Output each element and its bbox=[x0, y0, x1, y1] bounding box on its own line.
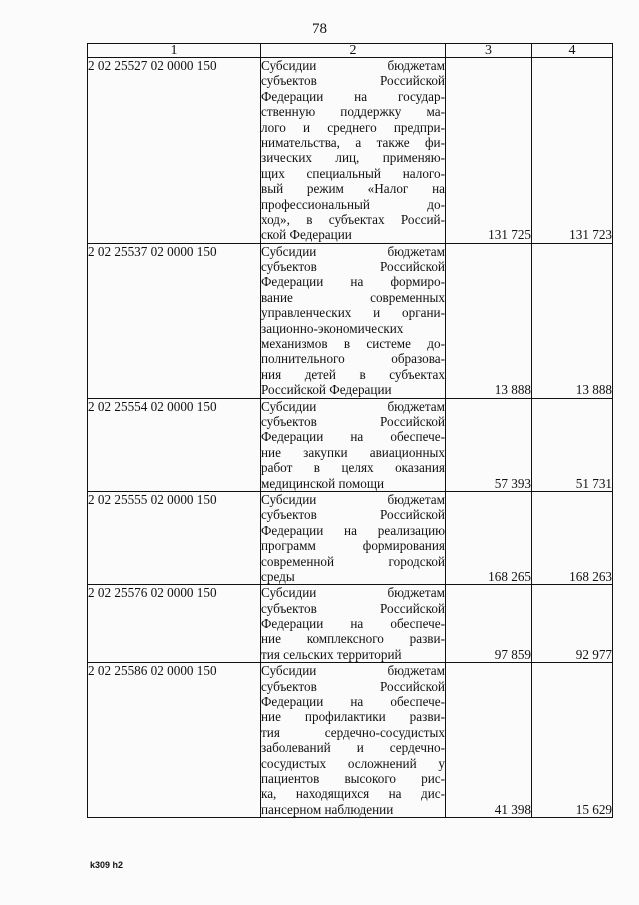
description-line: ской Федерации bbox=[261, 227, 352, 243]
amount-col-3: 97 859 bbox=[446, 585, 532, 663]
description-line: Субсидии бюджетам bbox=[261, 243, 445, 259]
revenue-code: 2 02 25555 02 0000 150 bbox=[88, 491, 261, 584]
description-line: вый режим «Налог на bbox=[261, 181, 445, 197]
description-line: профессиональный до- bbox=[261, 196, 445, 212]
description-line: управленческих и органи- bbox=[261, 305, 445, 321]
description-line: субъектов Российской bbox=[261, 600, 445, 616]
header-col-1: 1 bbox=[88, 44, 261, 58]
description-line: работ в целях оказания bbox=[261, 460, 445, 476]
description-line: Федерации на государ- bbox=[261, 88, 445, 104]
table-header-row bbox=[88, 44, 613, 58]
description-line: тия сердечно-сосудистых bbox=[261, 724, 445, 740]
revenue-code: 2 02 25576 02 0000 150 bbox=[88, 585, 261, 663]
description-line: Федерации на обеспече- bbox=[261, 694, 445, 710]
description-line: субъектов Российской bbox=[261, 259, 445, 275]
table-row bbox=[88, 585, 613, 663]
amount-col-3: 57 393 bbox=[446, 398, 532, 491]
header-col-3: 3 bbox=[446, 44, 532, 58]
description-line: полнительного образова- bbox=[261, 351, 445, 367]
description-line: субъектов Российской bbox=[261, 678, 445, 694]
description-line: Российской Федерации bbox=[261, 382, 392, 398]
description-line: субъектов Российской bbox=[261, 413, 445, 429]
description-line: Субсидии бюджетам bbox=[261, 491, 445, 507]
table-row bbox=[88, 58, 613, 244]
description-line: Субсидии бюджетам bbox=[261, 585, 445, 601]
description-line: ние комплексного разви- bbox=[261, 631, 445, 647]
description-line: механизмов в системе до- bbox=[261, 336, 445, 352]
description-line: пансерном наблюдении bbox=[261, 801, 394, 817]
description-line: Субсидии бюджетам bbox=[261, 663, 445, 679]
table-body bbox=[88, 58, 613, 818]
amount-col-3: 131 725 bbox=[446, 58, 532, 244]
description-line: Федерации на обеспече- bbox=[261, 429, 445, 445]
revenue-code: 2 02 25527 02 0000 150 bbox=[88, 58, 261, 244]
amount-col-3: 13 888 bbox=[446, 243, 532, 398]
revenue-description bbox=[261, 243, 446, 398]
description-line: Федерации на обеспече- bbox=[261, 616, 445, 632]
description-line: медицинской помощи bbox=[261, 475, 385, 491]
table-row bbox=[88, 663, 613, 818]
description-line: ние профилактики разви- bbox=[261, 709, 445, 725]
description-line: ния детей в субъектах bbox=[261, 366, 445, 382]
description-line: зационно-экономических bbox=[261, 320, 404, 336]
description-line: сосудистых осложнений у bbox=[261, 755, 445, 771]
revenue-code: 2 02 25537 02 0000 150 bbox=[88, 243, 261, 398]
description-line: нимательства, а также фи- bbox=[261, 134, 445, 150]
revenue-description bbox=[261, 398, 446, 491]
revenue-description bbox=[261, 58, 446, 244]
description-line: Федерации на реализацию bbox=[261, 522, 445, 538]
description-line: зических лиц, применяю- bbox=[261, 150, 445, 166]
description-line: вание современных bbox=[261, 289, 445, 305]
amount-col-4: 51 731 bbox=[532, 398, 613, 491]
amount-col-4: 13 888 bbox=[532, 243, 613, 398]
amount-col-4: 15 629 bbox=[532, 663, 613, 818]
description-line: Субсидии бюджетам bbox=[261, 398, 445, 414]
description-line: щих специальный налого- bbox=[261, 165, 445, 181]
footer-code: k309 h2 bbox=[90, 860, 124, 870]
revenue-code: 2 02 25554 02 0000 150 bbox=[88, 398, 261, 491]
description-line: пациентов высокого рис- bbox=[261, 770, 445, 786]
page-number: 78 bbox=[312, 21, 327, 37]
description-line: тия сельских территорий bbox=[261, 646, 402, 662]
description-line: ственную поддержку ма- bbox=[261, 104, 445, 120]
description-line: субъектов Российской bbox=[261, 507, 445, 523]
header-col-2: 2 bbox=[261, 44, 446, 58]
description-line: заболеваний и сердечно- bbox=[261, 740, 445, 756]
description-line: ка, находящихся на дис- bbox=[261, 786, 445, 802]
table-row bbox=[88, 243, 613, 398]
budget-table bbox=[87, 43, 613, 818]
revenue-description bbox=[261, 585, 446, 663]
description-line: субъектов Российской bbox=[261, 73, 445, 89]
revenue-description bbox=[261, 663, 446, 818]
table-row bbox=[88, 398, 613, 491]
amount-col-4: 92 977 bbox=[532, 585, 613, 663]
description-line: Субсидии бюджетам bbox=[261, 58, 445, 73]
description-line: среды bbox=[261, 568, 295, 584]
amount-col-4: 131 723 bbox=[532, 58, 613, 244]
amount-col-3: 41 398 bbox=[446, 663, 532, 818]
table-row bbox=[88, 491, 613, 584]
revenue-description bbox=[261, 491, 446, 584]
description-line: ход», в субъектах Россий- bbox=[261, 211, 445, 227]
amount-col-4: 168 263 bbox=[532, 491, 613, 584]
revenue-code: 2 02 25586 02 0000 150 bbox=[88, 663, 261, 818]
amount-col-3: 168 265 bbox=[446, 491, 532, 584]
description-line: ние закупки авиационных bbox=[261, 444, 445, 460]
description-line: современной городской bbox=[261, 553, 445, 569]
description-line: лого и среднего предпри- bbox=[261, 119, 445, 135]
header-col-4: 4 bbox=[532, 44, 613, 58]
description-line: Федерации на формиро- bbox=[261, 274, 445, 290]
description-line: программ формирования bbox=[261, 538, 445, 554]
